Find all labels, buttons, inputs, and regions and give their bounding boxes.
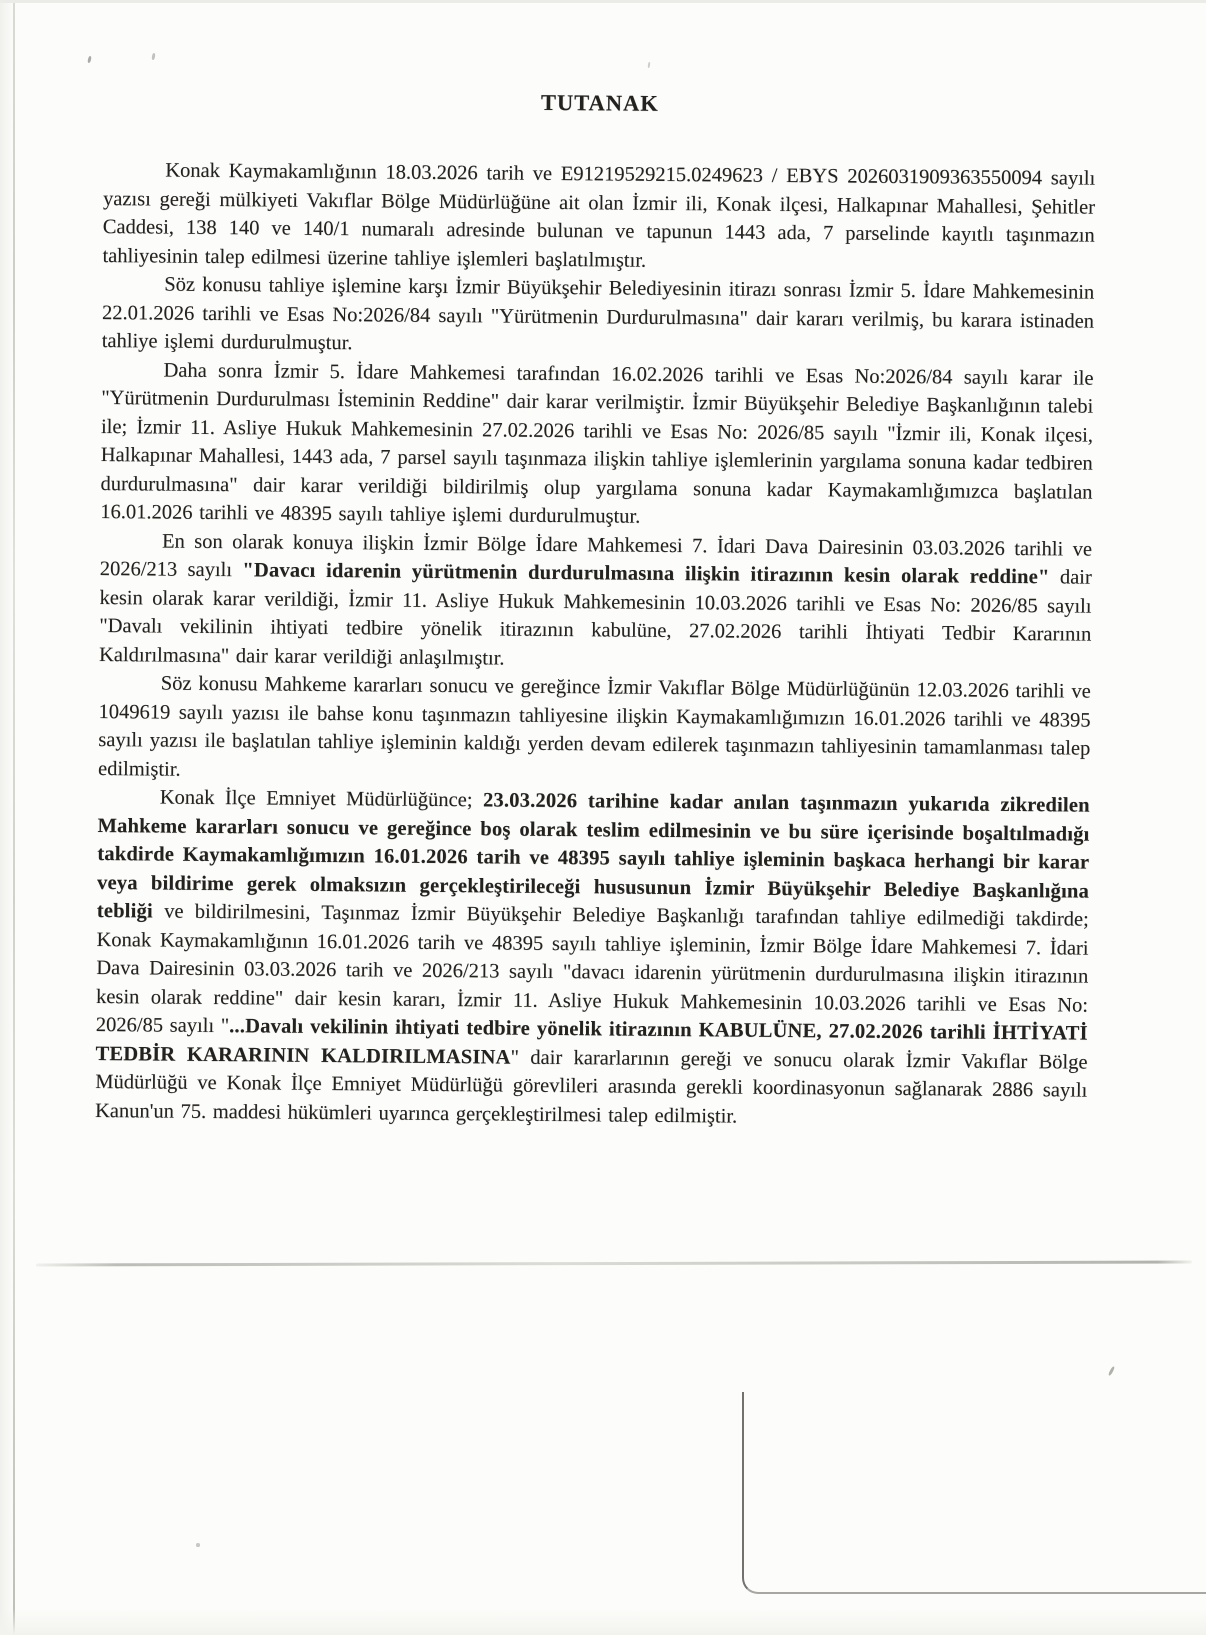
scan-left-edge-line [13, 0, 15, 1635]
document-body [95, 156, 1095, 1134]
paragraph [102, 270, 1095, 364]
text-segment: Konak İlçe Emniyet Müdürlüğünce; [159, 786, 484, 812]
scan-speck [196, 1543, 200, 1547]
scan-speck [1108, 1366, 1115, 1376]
paragraph [99, 526, 1092, 677]
scan-top-edge [0, 0, 1206, 3]
bold-text-segment: ...Davalı vekilinin ihtiyati tedbire yönelik itirazının KABULÜNE, 27.02.2026 tarihli İHTİYATİ TEDBİR KARARININ KALDIRILMASINA [95, 1015, 1088, 1069]
text-segment: Söz konusu Mahkeme kararları sonucu ve gereğince İzmir Vakıflar Bölge Müdürlüğünün 12.03.2026 tarihli ve 1049619 sayılı yazısı ile bahse konu taşınmazın tahliyesine ilişkin Kaymakamlığımızın 16.01.2026 tarihli ve 48395 sayılı yazısı ile başlatılan tahliye işleminin kaldığı yerden devam edilerek taşınmazın tahliyesinin tamamlanması talep edilmiştir. [97, 672, 1091, 781]
document [95, 86, 1096, 1134]
paragraph [100, 355, 1093, 535]
text-segment: dair kesin olarak karar verildiği, İzmir 11. Asliye Hukuk Mahkemesinin 10.03.2026 tarihli ve Esas No: 2026/85 sayılı "Davalı vekilinin ihtiyati tedbire yönelik itirazının kabulüne, 27.02.2026 tarihli İhtiyati Tedbir Kararının Kaldırılmasına" dair karar verildiği anlaşılmıştır. [98, 566, 1092, 670]
paragraph [95, 783, 1090, 1134]
paragraph [102, 156, 1095, 279]
paragraph [98, 669, 1091, 792]
scan-speck [151, 53, 155, 60]
scan-streak-line [36, 1260, 1192, 1266]
text-segment: Daha sonra İzmir 5. İdare Mahkemesi tarafından 16.02.2026 tarihli ve Esas No:2026/84 sayılı karar ile "Yürütmenin Durdurulması İsteminin Reddine" dair karar verilmiştir. İzmir Büyükşehir Belediye Başkanlığının talebi ile; İzmir 11. Asliye Hukuk Mahkemesinin 27.02.2026 tarihli ve Esas No: 2026/85 sayılı "İzmir ili, Konak ilçesi, Halkapınar Mahallesi, 1443 ada, 7 parsel sayılı taşınmaza ilişkin tahliye işlemlerinin yargılama sonuna kadar tedbiren durdurulmasına" dair karar verildiği bildirilmiş olup yargılama sonuna kadar Kaymakamlığımızca başlatılan 16.01.2026 tarihli ve 48395 sayılı tahliye işlemi durdurulmuştur. [100, 359, 1094, 528]
text-segment: " dair kararlarının gereği ve sonucu olarak İzmir Vakıflar Bölge Müdürlüğü ve Konak İlçe Emniyet Müdürlüğü görevlileri arasında gerekli koordinasyonun sağlanarak 2886 sayılı Kanun'un 75. maddesi hükümleri uyarınca gerçekleştirilmesi talep edilmiştir. [94, 1046, 1088, 1128]
text-segment: En son olarak konuya ilişkin İzmir Bölge İdare Mahkemesi 7. İdari Dava Dairesinin 03.03.2026 tarihli ve 2026/213 sayılı [99, 530, 1093, 582]
scan-left-edge-shade [0, 0, 13, 1635]
text-segment: Konak Kaymakamlığının 18.03.2026 tarih ve E91219529215.0249623 / EBYS 2026031909363550094 sayılı yazısı gereği mülkiyeti Vakıflar Bölge Müdürlüğüne ait olan İzmir ili, Konak ilçesi, Halkapınar Mahallesi, Şehitler Caddesi, 138 140 ve 140/1 numaralı adresinde bulunan ve tapunun 1443 ada, 7 parselinde kayıtlı taşınmazın tahliyesinin talep edilmesi üzerine tahliye işlemleri başlatılmıştır. [102, 159, 1096, 272]
text-segment: Söz konusu tahliye işlemine karşı İzmir Büyükşehir Belediyesinin itirazı sonrası İzmir 5. İdare Mahkemesinin 22.01.2026 tarihli ve Esas No:2026/84 sayılı "Yürütmenin Durdurulmasına" dair kararı verilmiş, bu karara istinaden tahliye işlemi durdurulmuştur. [101, 273, 1095, 355]
scan-speck [87, 56, 92, 64]
bold-text-segment: "Davacı idarenin yürütmenin durdurulmasına ilişkin itirazının kesin olarak reddine" [242, 559, 1050, 589]
scan-speck [648, 62, 651, 68]
scan-fold-line [742, 1392, 1206, 1594]
bold-text-segment: 23.03.2026 tarihine kadar anılan taşınmazın yukarıda zikredilen Mahkeme kararları sonucu ve gereğince boş olarak teslim edilmesinin ve bu süre içerisinde boşaltılmadığı takdirde Kaymakamlığımızın 16.01.2026 tarih ve 48395 sayılı tahliye işleminin başkaca herhangi bir karar veya bildirime gerek olmaksızın gerçekleştirileceği hususunun İzmir Büyükşehir Belediye Başkanlığına tebliği [96, 789, 1090, 923]
scan-bottom-edge [0, 1609, 1206, 1635]
text-segment: ve bildirilmesini, Taşınmaz İzmir Büyükşehir Belediye Başkanlığı tarafından tahliye edilmediği takdirde; Konak Kaymakamlığının 16.01.2026 tarih ve 48395 sayılı tahliye işleminin, İzmir Bölge İdare Mahkemesi 7. İdari Dava Dairesinin 03.03.2026 tarih ve 2026/213 sayılı "davacı idarenin yürütmenin durdurulmasına ilişkin itirazının kesin olarak reddine" dair kesin kararı, İzmir 11. Asliye Hukuk Mahkemesinin 10.03.2026 tarihli ve Esas No: 2026/85 sayılı " [95, 900, 1089, 1038]
document-title: TUTANAK [540, 89, 659, 116]
